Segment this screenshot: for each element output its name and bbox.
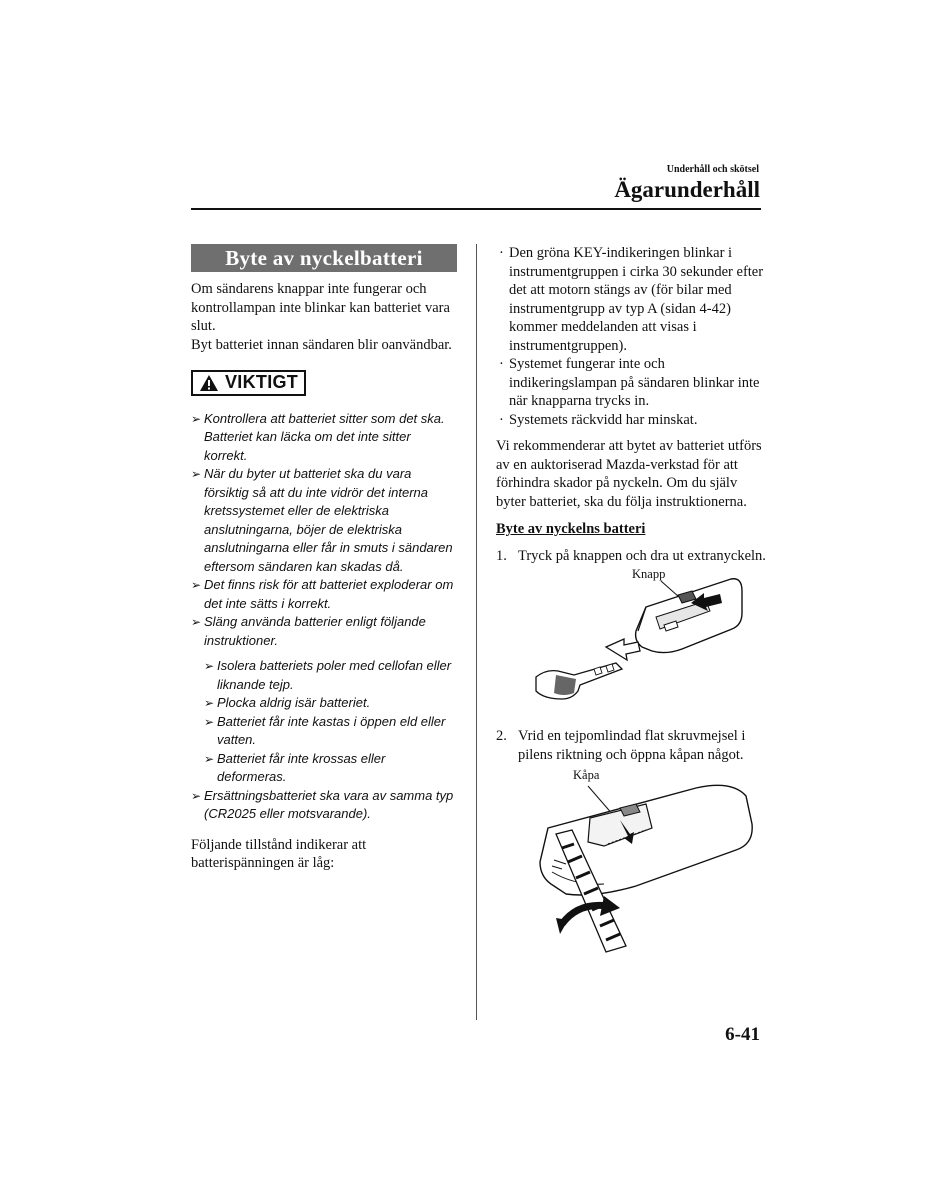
arrow-bullet-icon: ➢ xyxy=(191,578,202,592)
warning-item: ➢ När du byter ut batteriet ska du vara försiktig så att du inte vidrör det interna kretssystemet eller de elektriska anslutningarna, böjer de elektriska anslutningarna eller får in smuts i sändaren eftersom sändaren kan skadas då. xyxy=(191,465,457,576)
warning-triangle-icon xyxy=(199,374,219,392)
figure-label-knapp: Knapp xyxy=(632,567,666,581)
arrow-bullet-icon: ➢ xyxy=(191,788,202,803)
condition-item: · Systemet fungerar inte och indikeringslampan på sändaren blinkar inte när knapparna trycks in. xyxy=(496,355,766,411)
warning-item: ➢ Det finns risk för att batteriet exploderar om det inte sätts i korrekt. xyxy=(191,576,457,613)
arrow-bullet-icon: ➢ xyxy=(191,615,202,629)
warning-list xyxy=(191,410,457,824)
recommend-paragraph: Vi rekommenderar att bytet av batteriet utförs av en auktoriserad Mazda-verkstad för att förhindra skador på nyckeln. Om du själv byter batteriet, ska du följa instruktionerna. xyxy=(496,438,762,510)
right-column xyxy=(496,244,766,958)
arrow-bullet-icon: ➢ xyxy=(204,751,215,766)
warning-item: ➢ Släng använda batterier enligt följande instruktioner. xyxy=(191,613,457,650)
outro-paragraph: Följande tillstånd indikerar att batterispänningen är låg: xyxy=(191,836,367,871)
condition-item: · Den gröna KEY-indikeringen blinkar i instrumentgruppen i cirka 30 sekunder efter det att motorn stängs av (för bilar med instrumentgrupp av typ A (sidan 4-42) kommer meddelanden att visas i instrumentgruppen). xyxy=(496,244,766,355)
procedure-title: Byte av nyckelns batteri xyxy=(496,521,646,537)
arrow-bullet-icon: ➢ xyxy=(204,714,215,729)
sub-warning-item: ➢ Batteriet får inte krossas eller deformeras. xyxy=(204,750,457,787)
dot-bullet-icon: · xyxy=(499,356,504,372)
warning-label: VIKTIGT xyxy=(225,372,299,392)
figure-open-cover xyxy=(496,768,756,958)
section-header-small: Underhåll och skötsel xyxy=(666,164,759,175)
section-banner: Byte av nyckelbatteri xyxy=(191,244,457,272)
warning-item: ➢ Kontrollera att batteriet sitter som det ska. Batteriet kan läcka om det inte sitter korrekt. xyxy=(191,410,457,466)
warning-item: ➢ Ersättningsbatteriet ska vara av samma typ (CR2025 eller motsvarande). xyxy=(191,787,457,824)
intro-paragraph-2: Byt batteriet innan sändaren blir oanvändbar. xyxy=(191,336,452,353)
dot-bullet-icon: · xyxy=(499,411,504,428)
screwdriver-illustration xyxy=(496,768,756,958)
arrow-bullet-icon: ➢ xyxy=(191,411,202,426)
header-rule xyxy=(191,208,761,210)
intro-paragraph-1: Om sändarens knappar inte fungerar och kontrollampan inte blinkar kan batteriet vara slut. xyxy=(191,281,450,334)
step-item: 1. Tryck på knappen och dra ut extranyckeln. xyxy=(496,547,766,564)
arrow-bullet-icon: ➢ xyxy=(191,467,202,481)
arrow-bullet-icon: ➢ xyxy=(204,659,215,673)
warning-box xyxy=(191,370,306,396)
sub-warning-list xyxy=(191,657,457,787)
key-fob-illustration xyxy=(496,567,756,717)
figure-label-kapa: Kåpa xyxy=(573,768,600,782)
column-divider xyxy=(476,244,477,1020)
arrow-bullet-icon: ➢ xyxy=(204,696,215,710)
left-column xyxy=(191,244,457,873)
figure-remove-key xyxy=(496,567,756,717)
chapter-title: Ägarunderhåll xyxy=(614,177,760,202)
page-number: 6-41 xyxy=(725,1024,760,1045)
condition-item: · Systemets räckvidd har minskat. xyxy=(496,411,766,430)
dot-bullet-icon: · xyxy=(499,245,504,261)
sub-warning-item: ➢ Batteriet får inte kastas i öppen eld eller vatten. xyxy=(204,713,457,750)
sub-warning-item: ➢ Isolera batteriets poler med cellofan eller liknande tejp. xyxy=(204,657,457,694)
sub-warning-item: ➢ Plocka aldrig isär batteriet. xyxy=(204,694,457,713)
step-item: 2. Vrid en tejpomlindad flat skruvmejsel i pilens riktning och öppna kåpan något. xyxy=(496,728,746,763)
